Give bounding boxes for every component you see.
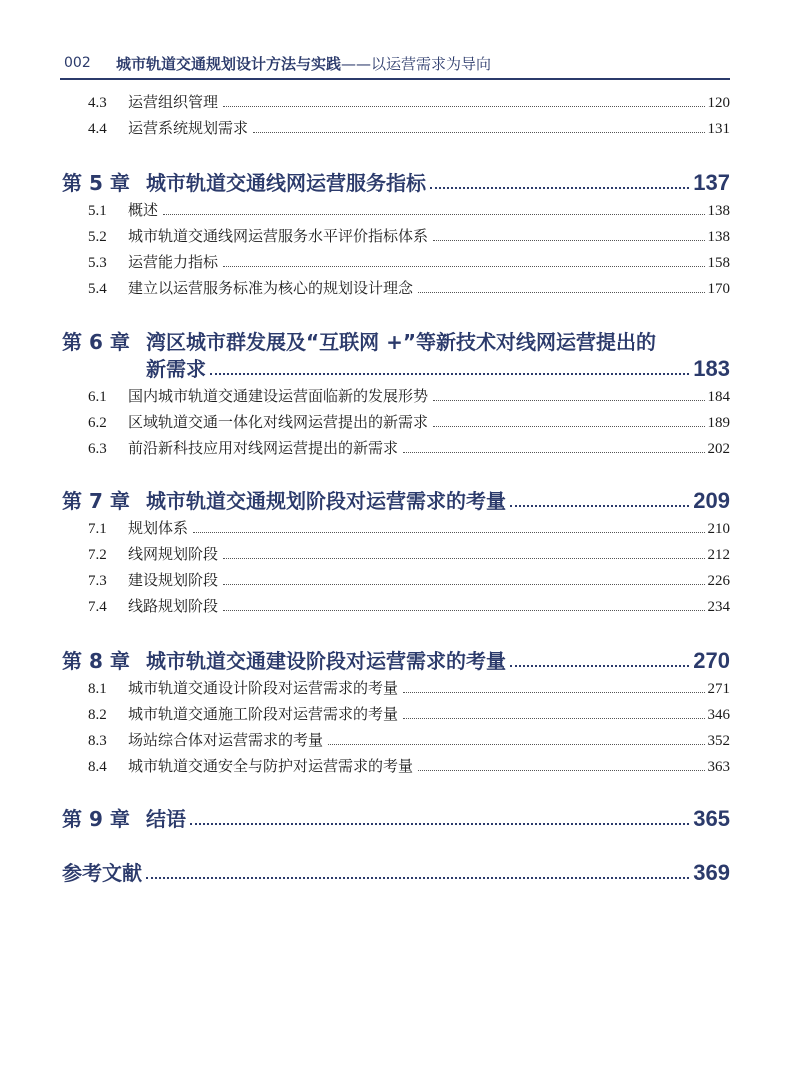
section-page: 210	[707, 521, 730, 537]
book-title	[116, 53, 491, 74]
chapter-number: 第 9 章	[62, 807, 130, 831]
leader-dots	[223, 557, 704, 559]
toc-section-5-4[interactable]	[88, 276, 730, 298]
section-title: 城市轨道交通设计阶段对运营需求的考量	[128, 679, 399, 697]
chapter-number: 第 7 章	[62, 489, 130, 513]
section-page: 120	[707, 95, 730, 111]
leader-dots	[223, 583, 704, 585]
leader-dots	[433, 399, 704, 401]
toc-section-7-3[interactable]	[88, 568, 730, 590]
section-number: 5.1	[88, 203, 107, 219]
leader-dots	[510, 504, 689, 507]
leader-dots	[190, 822, 689, 825]
section-page: 170	[707, 281, 730, 297]
section-title: 规划体系	[128, 519, 189, 537]
toc-chapter-8[interactable]	[62, 644, 730, 674]
chapter-title: 城市轨道交通规划阶段对运营需求的考量	[146, 489, 506, 513]
leader-dots	[403, 717, 704, 719]
toc-section-4-3[interactable]	[88, 90, 730, 112]
toc-section-6-2[interactable]	[88, 410, 730, 432]
section-number: 4.3	[88, 95, 107, 111]
leader-dots	[223, 265, 704, 267]
section-number: 6.3	[88, 441, 107, 457]
chapter-page: 365	[693, 806, 730, 831]
toc-section-6-3[interactable]	[88, 436, 730, 458]
toc-section-8-1[interactable]	[88, 676, 730, 698]
toc-section-8-4[interactable]	[88, 754, 730, 776]
chapter-number: 第 6 章	[62, 330, 130, 354]
section-title: 场站综合体对运营需求的考量	[128, 731, 324, 749]
toc-chapter-9[interactable]	[62, 802, 730, 832]
section-page: 184	[707, 389, 730, 405]
section-number: 4.4	[88, 121, 107, 137]
section-title: 运营组织管理	[128, 93, 219, 111]
leader-dots	[433, 239, 704, 241]
section-page: 158	[707, 255, 730, 271]
chapter-page: 183	[693, 356, 730, 381]
toc-section-5-1[interactable]	[88, 198, 730, 220]
section-page: 131	[707, 121, 730, 137]
section-page: 202	[707, 441, 730, 457]
leader-dots	[430, 186, 689, 189]
toc-chapter-6-line2[interactable]	[146, 352, 730, 382]
leader-dots	[510, 664, 689, 667]
toc-section-7-4[interactable]	[88, 594, 730, 616]
leader-dots	[433, 425, 704, 427]
section-page: 226	[707, 573, 730, 589]
book-subtitle: ——以运营需求为导向	[341, 55, 492, 73]
leader-dots	[253, 131, 704, 133]
leader-dots	[223, 609, 704, 611]
toc-section-7-2[interactable]	[88, 542, 730, 564]
references-title: 参考文献	[62, 861, 142, 885]
section-page: 138	[707, 203, 730, 219]
leader-dots	[163, 213, 704, 215]
section-page: 234	[707, 599, 730, 615]
book-title-main: 城市轨道交通规划设计方法与实践	[116, 55, 342, 73]
leader-dots	[146, 876, 689, 879]
leader-dots	[418, 291, 704, 293]
leader-dots	[403, 691, 704, 693]
section-page: 271	[707, 681, 730, 697]
chapter-title: 城市轨道交通线网运营服务指标	[146, 171, 426, 195]
section-number: 8.4	[88, 759, 107, 775]
section-title: 建立以运营服务标准为核心的规划设计理念	[128, 279, 414, 297]
leader-dots	[403, 451, 704, 453]
chapter-title-line1: 湾区城市群发展及“互联网 +”等新技术对线网运营提出的	[146, 330, 657, 354]
chapter-number: 第 5 章	[62, 171, 130, 195]
leader-dots	[210, 372, 689, 375]
toc-chapter-6-line1[interactable]	[62, 326, 656, 354]
section-page: 138	[707, 229, 730, 245]
page-number: 002	[64, 55, 91, 71]
section-page: 212	[707, 547, 730, 563]
section-title: 建设规划阶段	[128, 571, 219, 589]
leader-dots	[223, 105, 704, 107]
running-header	[60, 50, 730, 80]
section-title: 城市轨道交通安全与防护对运营需求的考量	[128, 757, 414, 775]
section-number: 8.1	[88, 681, 107, 697]
chapter-title-line2: 新需求	[146, 357, 206, 381]
chapter-title: 结语	[146, 807, 186, 831]
section-number: 6.2	[88, 415, 107, 431]
chapter-page: 209	[693, 488, 730, 513]
toc-section-5-2[interactable]	[88, 224, 730, 246]
chapter-page: 137	[693, 170, 730, 195]
toc-references[interactable]	[62, 856, 730, 886]
section-title: 城市轨道交通施工阶段对运营需求的考量	[128, 705, 399, 723]
section-title: 国内城市轨道交通建设运营面临新的发展形势	[128, 387, 429, 405]
section-number: 7.2	[88, 547, 107, 563]
section-title: 前沿新科技应用对线网运营提出的新需求	[128, 439, 399, 457]
section-page: 346	[707, 707, 730, 723]
section-title: 城市轨道交通线网运营服务水平评价指标体系	[128, 227, 429, 245]
section-number: 6.1	[88, 389, 107, 405]
toc-section-7-1[interactable]	[88, 516, 730, 538]
section-title: 运营能力指标	[128, 253, 219, 271]
section-title: 概述	[128, 201, 159, 219]
section-page: 189	[707, 415, 730, 431]
section-title: 线路规划阶段	[128, 597, 219, 615]
section-number: 5.3	[88, 255, 107, 271]
section-number: 5.4	[88, 281, 107, 297]
section-title: 区域轨道交通一体化对线网运营提出的新需求	[128, 413, 429, 431]
leader-dots	[193, 531, 704, 533]
section-title: 运营系统规划需求	[128, 119, 249, 137]
section-title: 线网规划阶段	[128, 545, 219, 563]
toc-section-4-4[interactable]	[88, 116, 730, 138]
toc-section-8-2[interactable]	[88, 702, 730, 724]
section-number: 7.1	[88, 521, 107, 537]
section-number: 7.3	[88, 573, 107, 589]
section-number: 7.4	[88, 599, 107, 615]
chapter-title: 城市轨道交通建设阶段对运营需求的考量	[146, 649, 506, 673]
leader-dots	[328, 743, 704, 745]
section-number: 8.3	[88, 733, 107, 749]
section-page: 363	[707, 759, 730, 775]
toc-chapter-7[interactable]	[62, 484, 730, 514]
section-number: 5.2	[88, 229, 107, 245]
toc-chapter-5[interactable]	[62, 166, 730, 196]
toc-section-6-1[interactable]	[88, 384, 730, 406]
toc-section-8-3[interactable]	[88, 728, 730, 750]
chapter-number: 第 8 章	[62, 649, 130, 673]
references-page: 369	[693, 860, 730, 885]
leader-dots	[418, 769, 704, 771]
toc-section-5-3[interactable]	[88, 250, 730, 272]
section-number: 8.2	[88, 707, 107, 723]
chapter-page: 270	[693, 648, 730, 673]
section-page: 352	[707, 733, 730, 749]
